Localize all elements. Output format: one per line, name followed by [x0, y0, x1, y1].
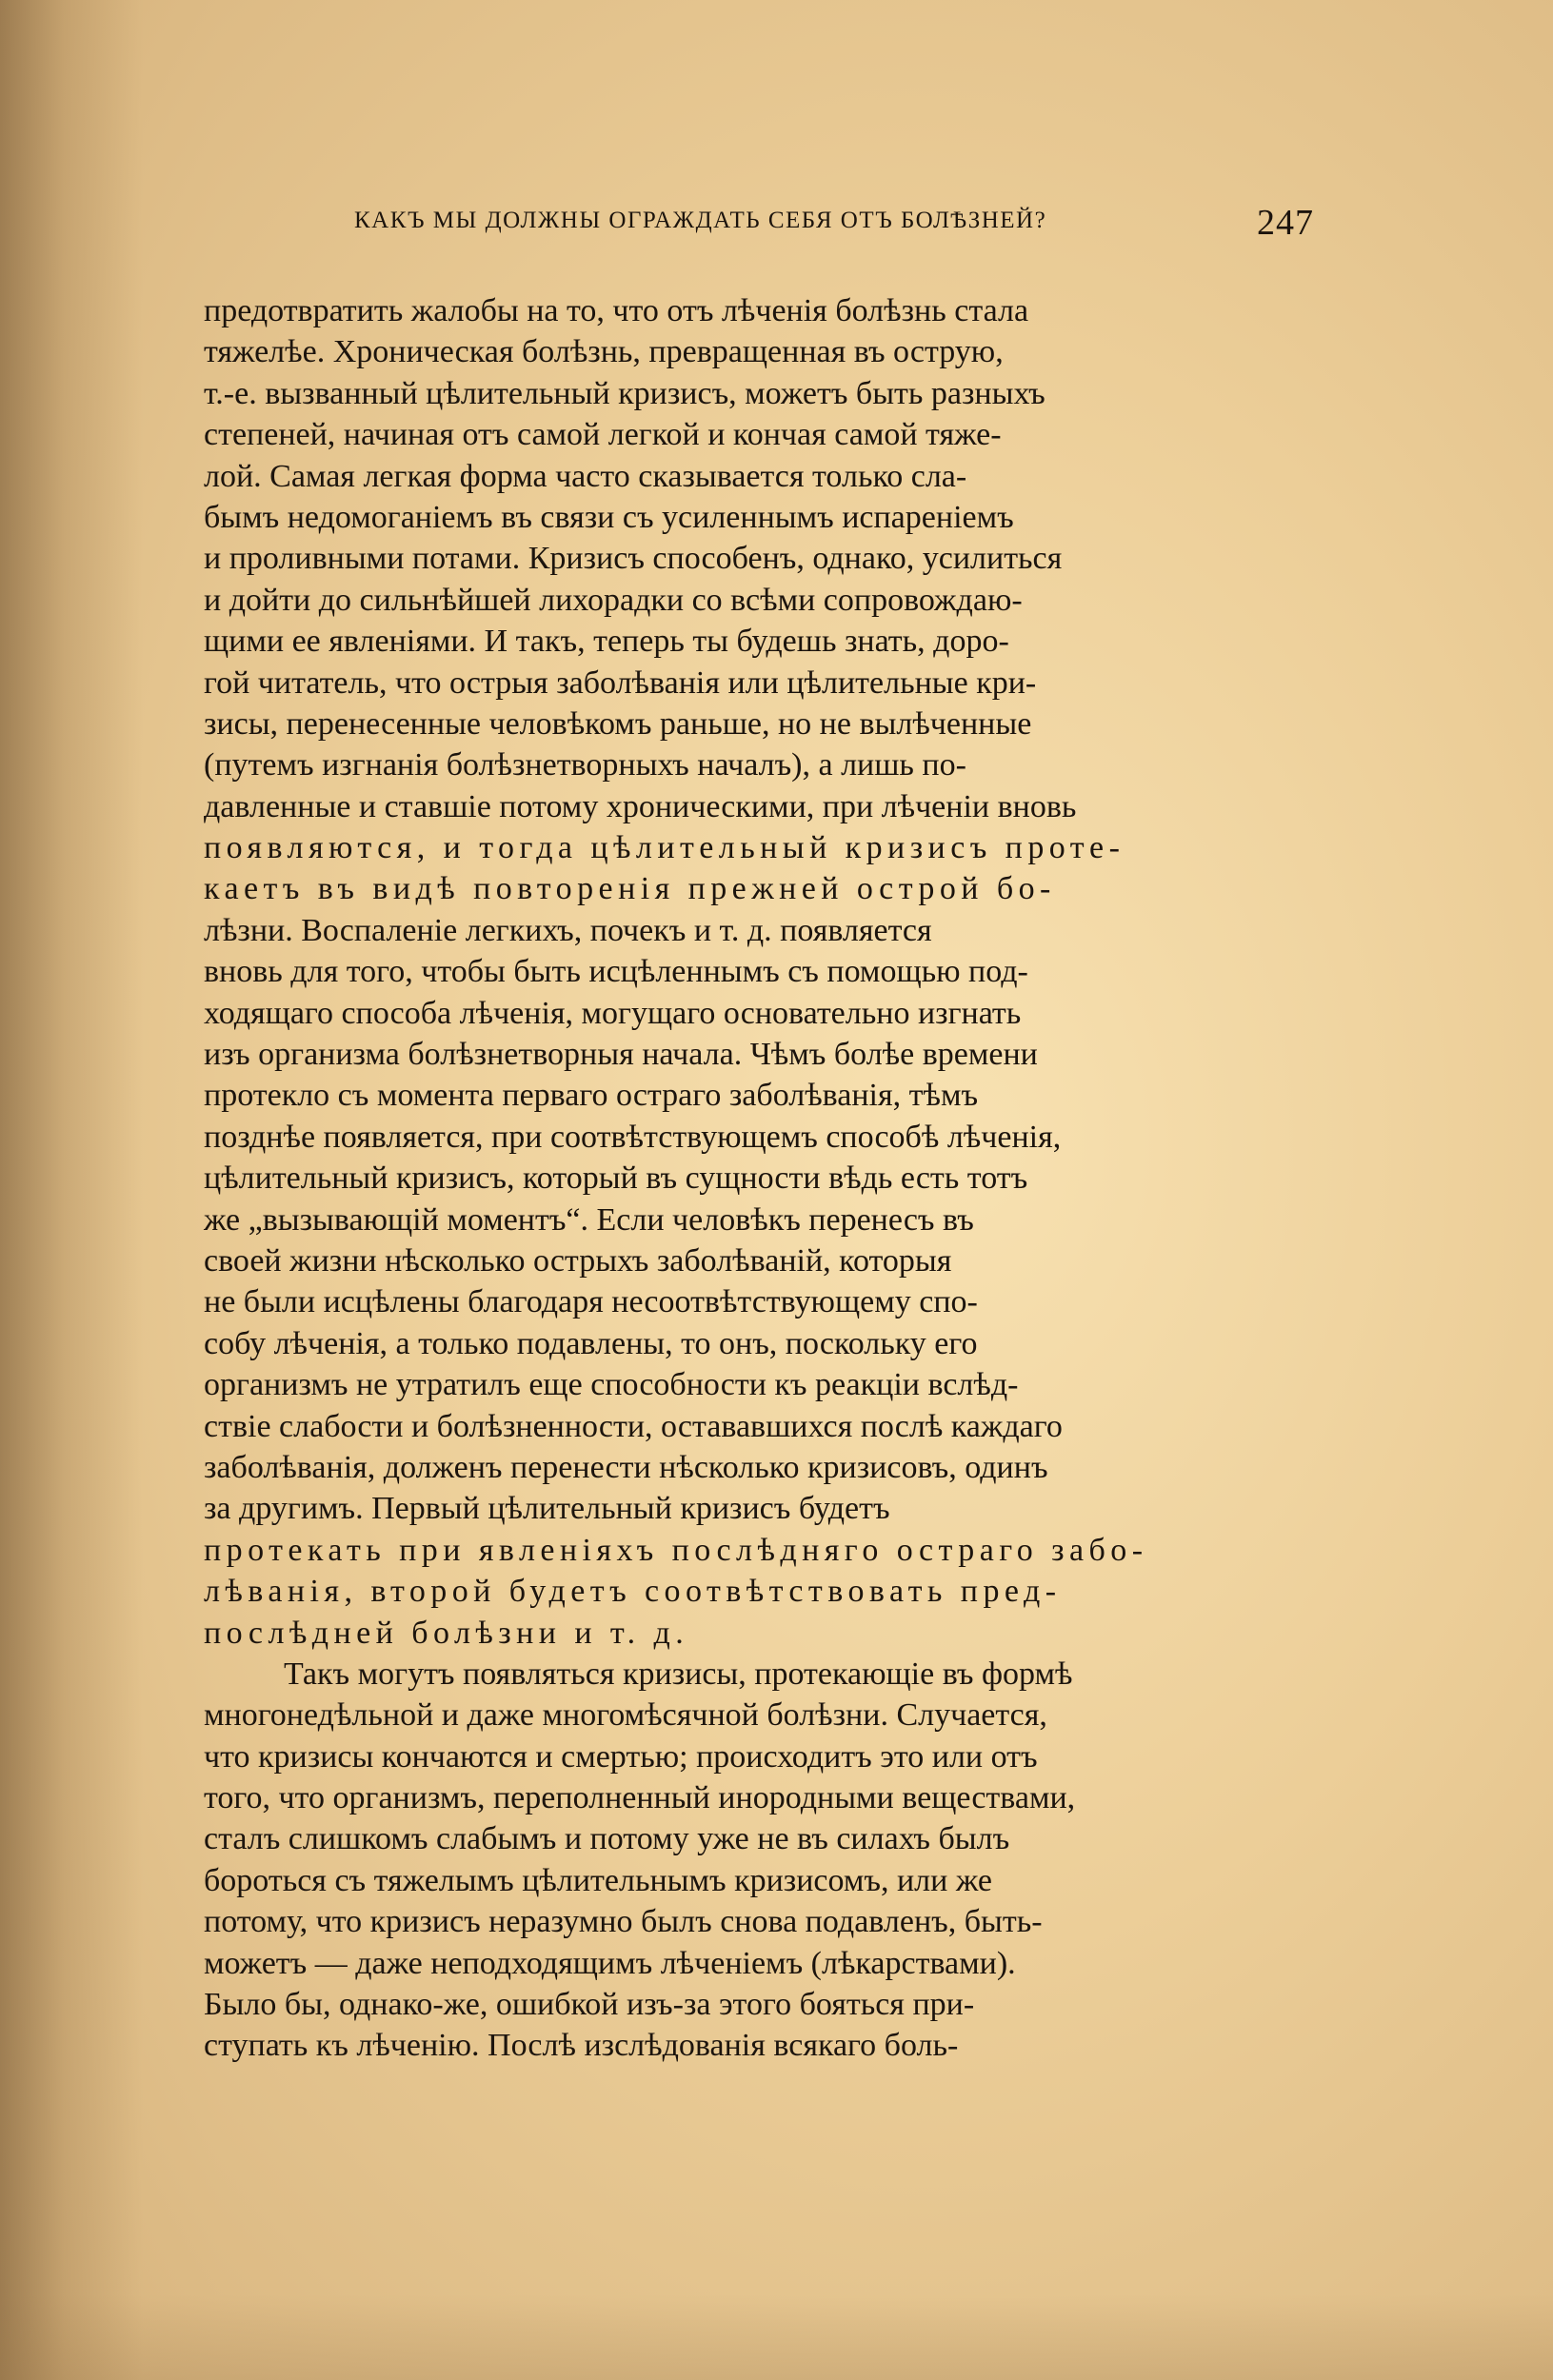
- text-line: Было бы, однако-же, ошибкой изъ-за этого бояться при-: [204, 1987, 975, 2023]
- text-line: за другимъ. Первый цѣлительный кризисъ будетъ: [204, 1491, 890, 1527]
- text-line: зисы, перенесенные человѣкомъ раньше, но не вылѣченные: [204, 705, 1032, 742]
- text-line: протекать при явленіяхъ послѣдняго остраго забо-: [204, 1532, 1148, 1568]
- text-line: лѣзни. Воспаленіе легкихъ, почекъ и т. д. появляется: [204, 912, 932, 948]
- text-line: не были исцѣлены благодаря несоотвѣтствующему спо-: [204, 1284, 978, 1320]
- text-line: ступать къ лѣченію. Послѣ изслѣдованія всякаго боль-: [204, 2028, 959, 2064]
- text-line: же „вызывающій моментъ“. Если человѣкъ перенесъ въ: [204, 1201, 974, 1238]
- text-line: давленные и ставшіе потому хроническими, при лѣченіи вновь: [204, 788, 1077, 824]
- text-line: того, что организмъ, переполненный инородными веществами,: [204, 1780, 1076, 1816]
- text-line: ствіе слабости и болѣзненности, остававшихся послѣ каждаго: [204, 1408, 1063, 1444]
- text-line: изъ организма болѣзнетворныя начала. Чѣмъ болѣе времени: [204, 1037, 1038, 1073]
- page-number: 247: [1257, 203, 1314, 243]
- text-line: тяжелѣе. Хроническая болѣзнь, превращенная въ острую,: [204, 334, 1004, 370]
- text-line: можетъ — даже неподходящимъ лѣченіемъ (лѣкарствами).: [204, 1945, 1016, 1981]
- running-head: [204, 202, 1314, 248]
- text-line: организмъ не утратилъ еще способности къ реакціи вслѣд-: [204, 1367, 1019, 1403]
- text-line: (путемъ изгнанія болѣзнетворныхъ началъ), а лишь по-: [204, 747, 966, 783]
- text-line: заболѣванія, долженъ перенести нѣсколько кризисовъ, одинъ: [204, 1449, 1048, 1485]
- text-line: степеней, начиная отъ самой легкой и кончая самой тяже-: [204, 417, 1002, 453]
- text-line: лѣванія, второй будетъ соотвѣтствовать пред-: [204, 1574, 1062, 1610]
- text-line: собу лѣченія, а только подавлены, то онъ, поскольку его: [204, 1325, 978, 1361]
- text-line: протекло съ момента перваго остраго заболѣванія, тѣмъ: [204, 1078, 979, 1114]
- text-line: щими ее явленіями. И такъ, теперь ты будешь знать, доро-: [204, 624, 1009, 660]
- paragraph-start-line: Такъ могутъ появляться кризисы, протекающіе въ формѣ: [284, 1656, 1073, 1692]
- text-line: потому, что кризисъ неразумно былъ снова подавленъ, быть-: [204, 1904, 1043, 1940]
- text-line: гой читатель, что острыя заболѣванія или цѣлительные кри-: [204, 664, 1037, 701]
- text-line: позднѣе появляется, при соотвѣтствующемъ способѣ лѣченія,: [204, 1119, 1062, 1155]
- running-title: КАКЪ МЫ ДОЛЖНЫ ОГРАЖДАТЬ СЕБЯ ОТЪ БОЛѢЗНЕЙ?: [354, 208, 1047, 233]
- text-line: многонедѣльной и даже многомѣсячной болѣзни. Случается,: [204, 1697, 1047, 1734]
- text-line: т.-е. вызванный цѣлительный кризисъ, можетъ быть разныхъ: [204, 375, 1045, 411]
- text-line: появляются, и тогда цѣлительный кризисъ проте-: [204, 830, 1125, 866]
- text-line: и проливными потами. Кризисъ способенъ, однако, усилиться: [204, 541, 1063, 577]
- text-line: ходящаго способа лѣченія, могущаго основательно изгнать: [204, 995, 1022, 1031]
- text-line: вновь для того, чтобы быть исцѣленнымъ съ помощью под-: [204, 954, 1028, 990]
- text-line: бороться съ тяжелымъ цѣлительнымъ кризисомъ, или же: [204, 1862, 992, 1898]
- text-line: что кризисы кончаются и смертью; происходитъ это или отъ: [204, 1738, 1038, 1775]
- text-line: сталъ слишкомъ слабымъ и потому уже не въ силахъ былъ: [204, 1821, 1010, 1857]
- text-line: предотвратить жалобы на то, что отъ лѣченія болѣзнь стала: [204, 293, 1029, 328]
- text-line: своей жизни нѣсколько острыхъ заболѣваній, которыя: [204, 1242, 952, 1279]
- text-line: послѣдней болѣзни и т. д.: [204, 1615, 689, 1651]
- text-line: каетъ въ видѣ повторенія прежней острой бо-: [204, 871, 1056, 907]
- text-line: и дойти до сильнѣйшей лихорадки со всѣми сопровождаю-: [204, 582, 1023, 618]
- text-line: бымъ недомоганіемъ въ связи съ усиленнымъ испареніемъ: [204, 499, 1014, 535]
- text-line: лой. Самая легкая форма часто сказывается только сла-: [204, 458, 967, 494]
- body-text: [204, 290, 1314, 2067]
- text-line: цѣлительный кризисъ, который въ сущности вѣдь есть тотъ: [204, 1160, 1028, 1197]
